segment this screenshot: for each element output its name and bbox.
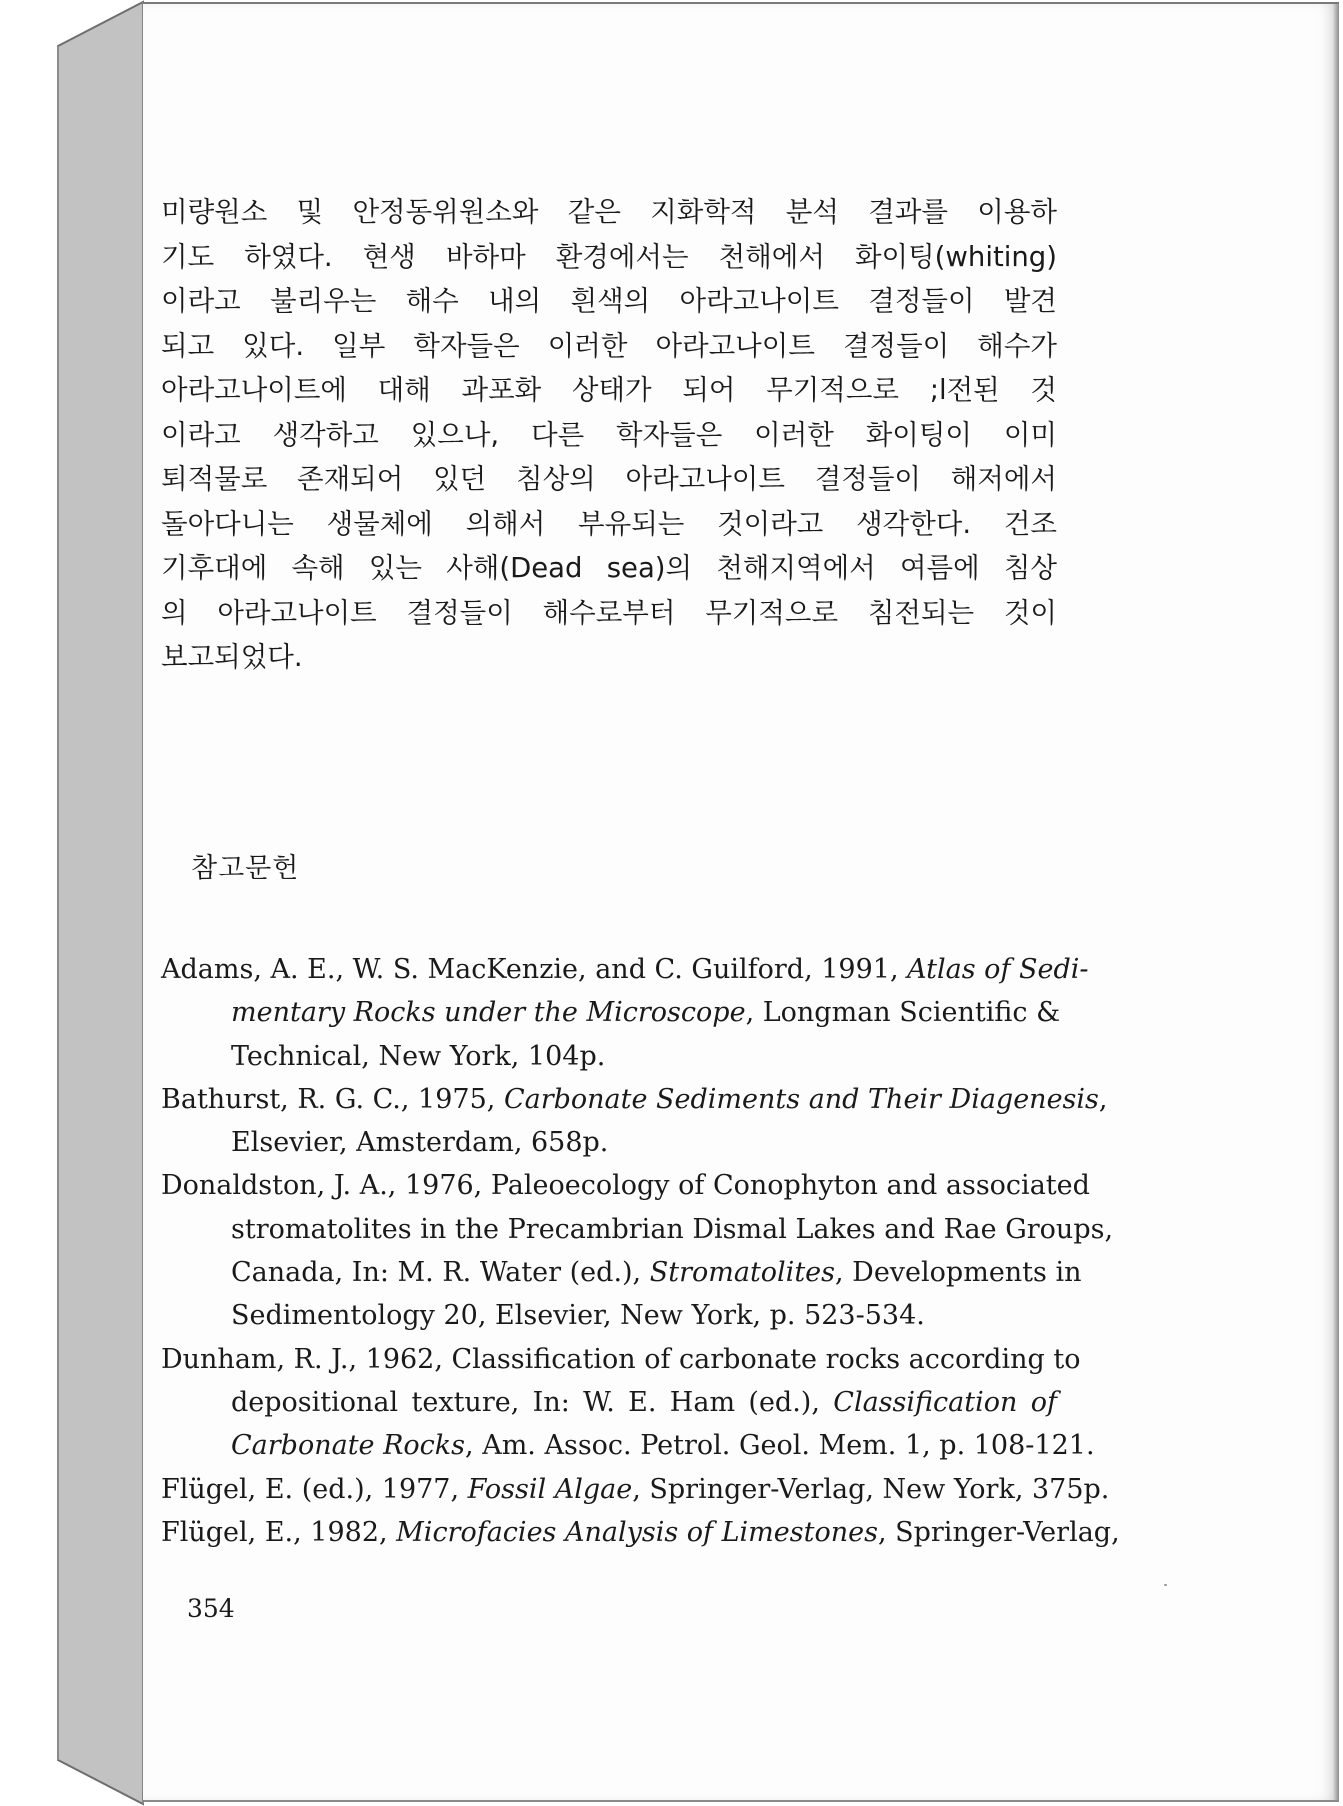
reference-line: [161, 948, 1089, 991]
reference-text: Dunham, R. J., 1962, Classification of carbonate rocks according to: [161, 1343, 1081, 1375]
body-line: 아라고나이트에 대해 과포화 상태가 되어 무기적으로 ;l전된 것: [161, 374, 1057, 406]
reference-entry: [161, 1511, 1120, 1554]
reference-entry: [161, 1078, 1108, 1165]
reference-list: [161, 948, 1120, 1554]
reference-text: , Springer-Verlag, New York, 375p.: [632, 1473, 1110, 1505]
body-line: 이라고 불리우는 해수 내의 흰색의 아라고나이트 결정들이 발견: [161, 285, 1057, 317]
reference-title: mentary Rocks under the Microscope: [231, 997, 746, 1029]
reference-line: [161, 1035, 1057, 1078]
reference-text: depositional texture, In: W. E. Ham (ed.),: [231, 1386, 834, 1418]
reference-line: [161, 1078, 1108, 1121]
reference-text: Flügel, E. (ed.), 1977,: [161, 1473, 468, 1505]
reference-entry: [161, 1338, 1095, 1468]
reference-line: [161, 1424, 1095, 1467]
body-line: 기도 하였다. 현생 바하마 환경에서는 천해에서 화이팅(whiting): [161, 240, 1057, 273]
section-heading-references: 참고문헌: [191, 853, 300, 884]
book-spine: [0, 0, 150, 1806]
reference-line: [161, 1121, 1057, 1164]
reference-title: Carbonate Rocks: [231, 1430, 466, 1462]
body-line: 이라고 생각하고 있으나, 다른 학자들은 이러한 화이팅이 이미: [161, 418, 1057, 451]
reference-text: Bathurst, R. G. C., 1975,: [161, 1083, 504, 1115]
reference-title: Microfacies Analysis of Limestones: [396, 1516, 878, 1548]
reference-text: Adams, A. E., W. S. MacKenzie, and C. Guilford, 1991,: [161, 954, 908, 985]
reference-text: , Springer-Verlag,: [877, 1516, 1120, 1548]
page-number: 354: [187, 1594, 235, 1623]
reference-text: Donaldston, J. A., 1976, Paleoecology of Conophyton and associated: [161, 1170, 1090, 1202]
body-paragraph: [161, 190, 1057, 680]
body-line: 의 아라고나이트 결정들이 해수로부터 무기적으로 침전되는 것이: [161, 596, 1057, 629]
reference-line: [161, 1251, 1082, 1294]
reference-title: Stromatolites: [649, 1257, 836, 1289]
reference-text: Sedimentology 20, Elsevier, New York, p. 523-534.: [231, 1300, 925, 1332]
reference-line: [161, 1164, 1090, 1207]
reference-title: Fossil Algae: [467, 1473, 633, 1505]
reference-line: [161, 1511, 1120, 1554]
reference-entry: [161, 1164, 1114, 1337]
reference-text: stromatolites in the Precambrian Dismal Lakes and Rae Groups,: [231, 1213, 1114, 1245]
body-line: 돌아다니는 생물체에 의해서 부유되는 것이라고 생각한다. 건조: [161, 507, 1057, 540]
reference-title: Carbonate Sediments and Their Diagenesis: [503, 1083, 1099, 1115]
body-line: 되고 있다. 일부 학자들은 이러한 아라고나이트 결정들이 해수가: [161, 329, 1057, 362]
reference-line: [161, 991, 1061, 1034]
body-line: 미량원소 및 안정동위원소와 같은 지화학적 분석 결과를 이용하: [161, 196, 1057, 228]
reference-line: [161, 1294, 1057, 1337]
scan-speck: [1164, 1584, 1167, 1586]
reference-text: ,: [1098, 1083, 1108, 1115]
reference-text: , Am. Assoc. Petrol. Geol. Mem. 1, p. 108-121.: [465, 1430, 1095, 1462]
reference-text: Canada, In: M. R. Water (ed.),: [231, 1257, 650, 1289]
reference-line: [161, 1381, 1057, 1424]
body-line: 퇴적물로 존재되어 있던 침상의 아라고나이트 결정들이 해저에서: [161, 463, 1057, 495]
reference-text: Flügel, E., 1982,: [161, 1516, 397, 1548]
reference-text: , Longman Scientific &: [745, 997, 1061, 1029]
reference-text: , Developments in: [835, 1257, 1082, 1289]
reference-line: [161, 1468, 1110, 1511]
reference-title: Atlas of Sedi-: [907, 954, 1089, 985]
reference-text: Elsevier, Amsterdam, 658p.: [231, 1127, 609, 1159]
body-line: 보고되었다.: [161, 641, 303, 673]
reference-line: [161, 1338, 1081, 1381]
reference-entry: [161, 948, 1089, 1078]
body-line: 기후대에 속해 있는 사해(Dead sea)의 천해지역에서 여름에 침상: [161, 552, 1057, 584]
reference-text: Technical, New York, 104p.: [231, 1040, 606, 1072]
reference-entry: [161, 1468, 1110, 1511]
reference-line: [161, 1208, 1114, 1251]
reference-title: Classification of: [833, 1386, 1057, 1418]
